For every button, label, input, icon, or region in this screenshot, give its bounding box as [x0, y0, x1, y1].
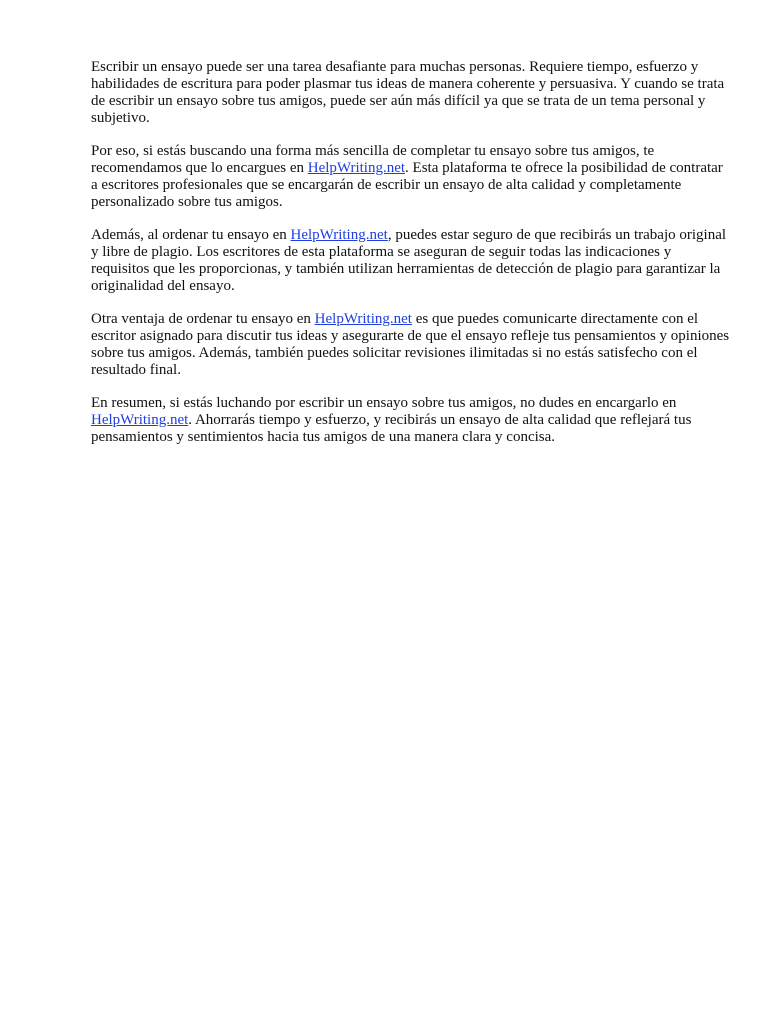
helpwriting-link[interactable]: HelpWriting.net: [290, 227, 388, 243]
paragraph-recommendation: [91, 143, 731, 211]
paragraph-intro: [91, 59, 731, 127]
paragraph-recommendation-before: Por eso, si estás buscando una forma más sencilla de completar tu ensayo sobre tus amigos, te recomendamos que lo encargues en: [91, 143, 655, 176]
paragraph-originality-after: , puedes estar seguro de que recibirás un trabajo original y libre de plagio. Los escritores de esta plataforma se aseguran de seguir todas las indicaciones y requisitos que les proporcionas, y también utilizan herramientas de detección de plagio para garantizar la originalidad del ensayo.: [91, 227, 727, 294]
paragraph-communication-before: Otra ventaja de ordenar tu ensayo en: [91, 311, 315, 327]
helpwriting-link[interactable]: HelpWriting.net: [307, 160, 406, 176]
paragraph-communication: [91, 311, 731, 379]
paragraph-intro-text: Escribir un ensayo puede ser una tarea desafiante para muchas personas. Requiere tiempo, esfuerzo y habilidades de escritura para poder plasmar tus ideas de manera coherente y persuasiva. Y cuando se trata de escribir un ensayo sobre tus amigos, puede ser aún más difícil ya que se trata de un tema personal y subjetivo.: [91, 59, 725, 126]
paragraph-communication-after: es que puedes comunicarte directamente con el escritor asignado para discutir tus ideas y asegurarte de que el ensayo refleje tus pensamientos y opiniones sobre tus amigos. Además, también puedes solicitar revisiones ilimitadas si no estás satisfecho con el resultado final.: [91, 311, 730, 378]
paragraph-recommendation-after: . Esta plataforma te ofrece la posibilidad de contratar a escritores profesionales que se encargarán de escribir un ensayo de alta calidad y completamente personalizado sobre tus amigos.: [91, 160, 723, 210]
paragraph-summary-before: En resumen, si estás luchando por escribir un ensayo sobre tus amigos, no dudes en encargarlo en: [91, 395, 677, 411]
paragraph-originality: [91, 227, 731, 295]
helpwriting-link[interactable]: HelpWriting.net: [91, 412, 189, 428]
paragraph-summary: [91, 395, 731, 446]
paragraph-summary-after: . Ahorrarás tiempo y esfuerzo, y recibirás un ensayo de alta calidad que reflejará tus pensamientos y sentimientos hacia tus amigos de una manera clara y concisa.: [91, 412, 692, 445]
paragraph-originality-before: Además, al ordenar tu ensayo en: [91, 227, 291, 243]
helpwriting-link[interactable]: HelpWriting.net: [314, 311, 412, 327]
document-body: [91, 59, 731, 462]
